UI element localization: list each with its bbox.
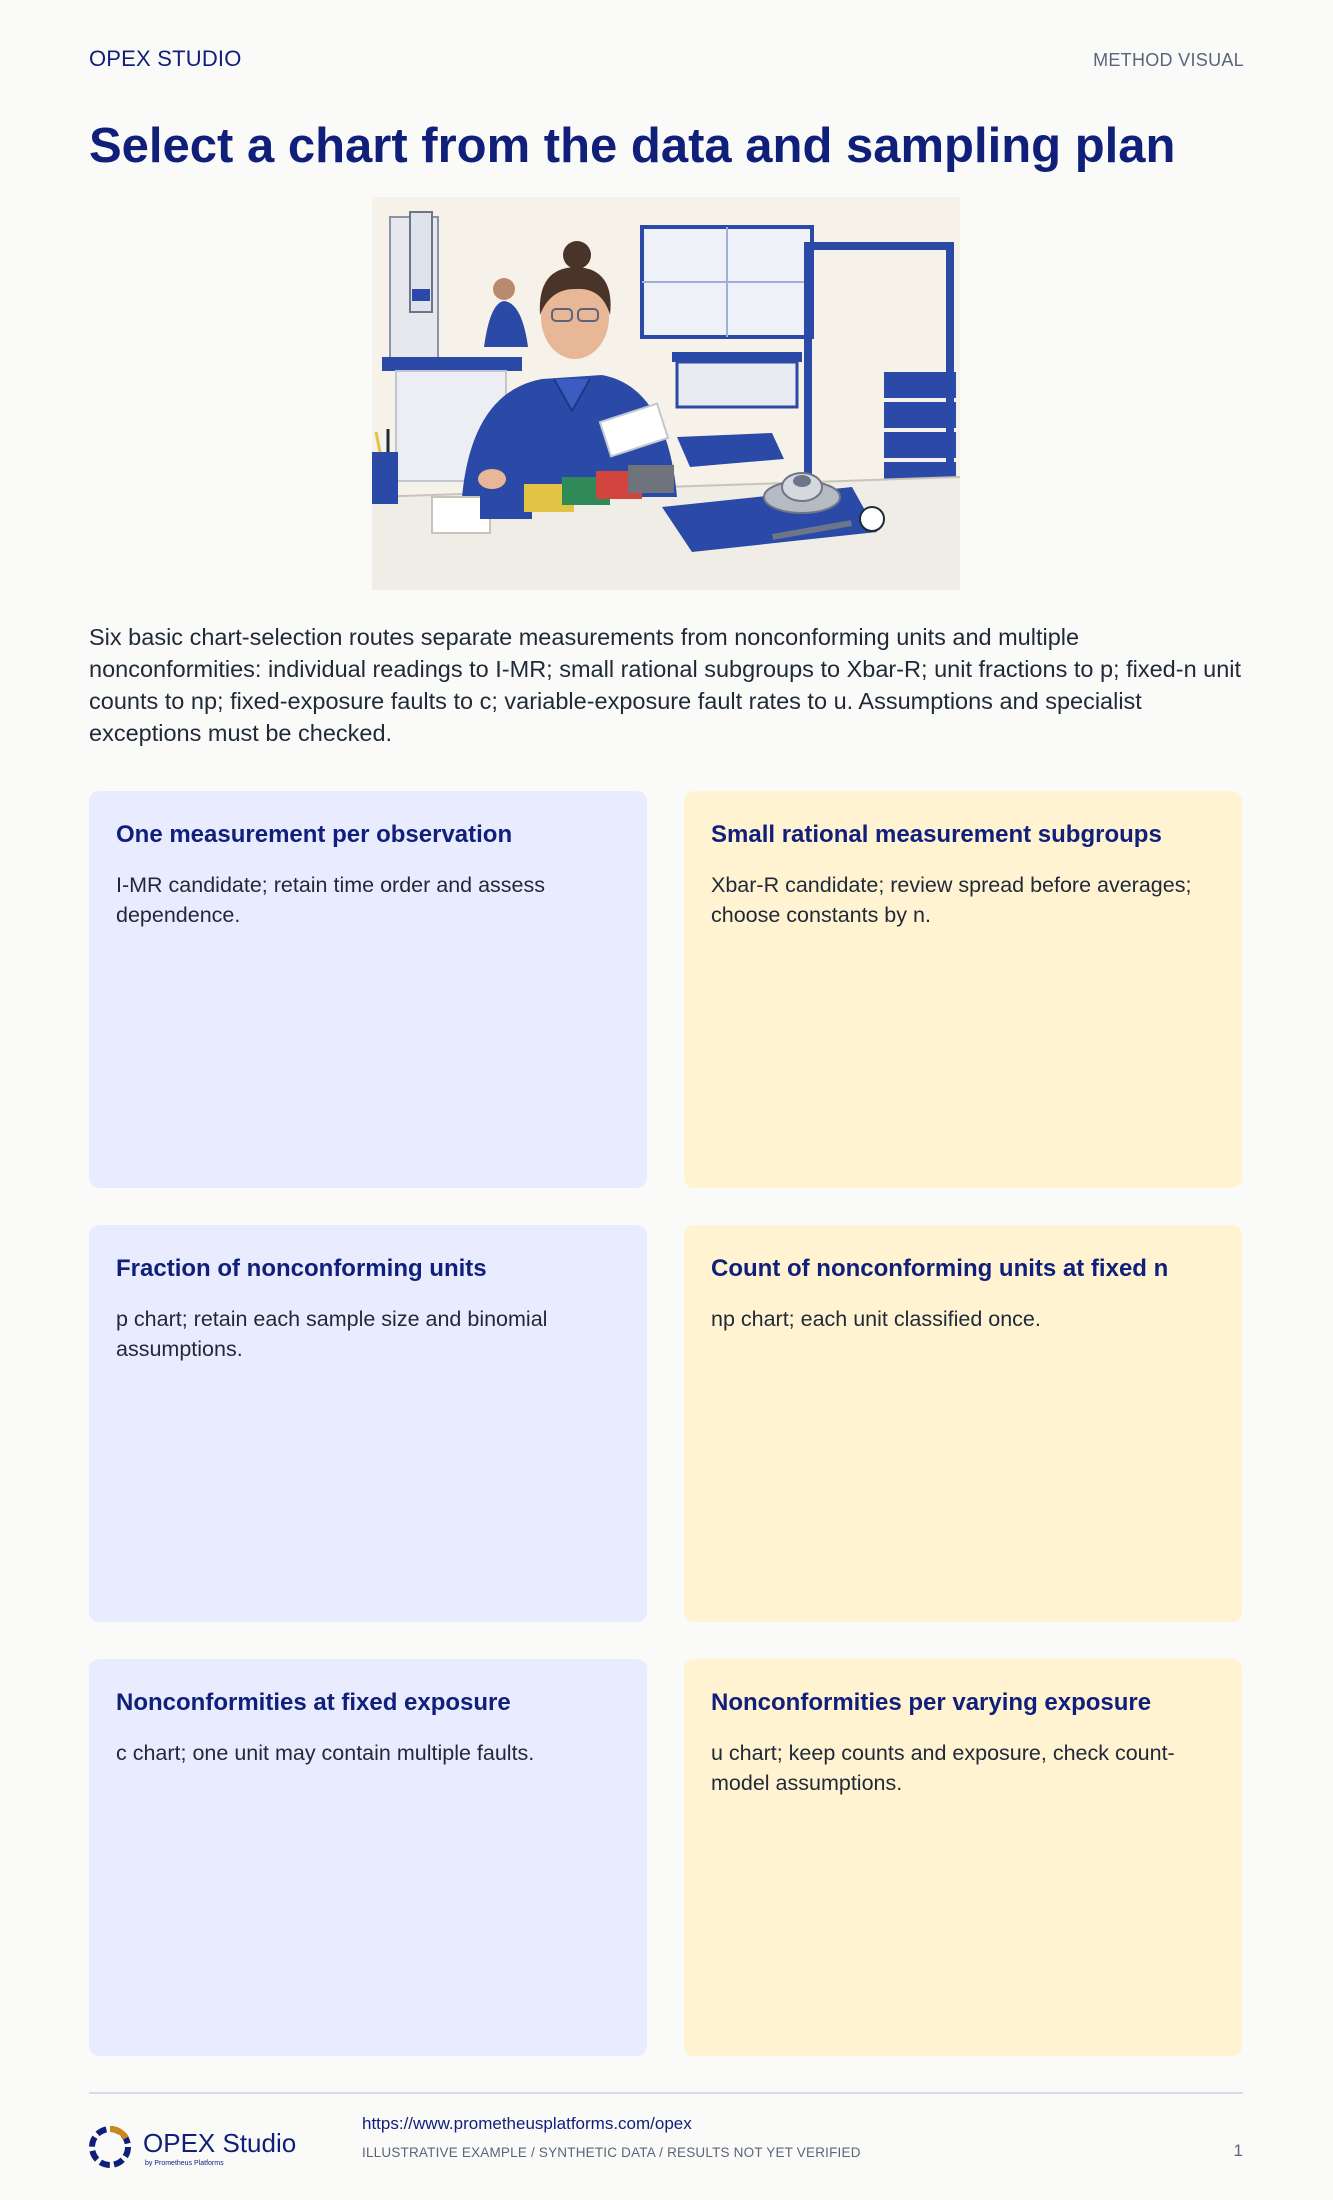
card-title: One measurement per observation bbox=[116, 821, 513, 848]
card-subgroups bbox=[684, 791, 1242, 1188]
card-count-nonconforming bbox=[684, 1225, 1242, 1622]
lab-technician-illustration bbox=[372, 197, 960, 590]
card-title: Small rational measurement subgroups bbox=[711, 821, 1162, 848]
card-varying-exposure bbox=[684, 1659, 1242, 2056]
hero-illustration bbox=[372, 197, 960, 590]
card-title: Nonconformities per varying exposure bbox=[711, 1689, 1152, 1716]
card-body: u chart; keep counts and exposure, check count-model assumptions. bbox=[711, 1741, 1175, 1796]
card-individual-measurements bbox=[89, 791, 647, 1188]
footer-disclaimer: ILLUSTRATIVE EXAMPLE / SYNTHETIC DATA / RESULTS NOT YET VERIFIED bbox=[362, 2145, 861, 2160]
page-title: Select a chart from the data and sampling plan bbox=[89, 119, 1176, 173]
header-method-label: METHOD VISUAL bbox=[1093, 50, 1244, 70]
page-number: 1 bbox=[1233, 2141, 1243, 2160]
card-body: np chart; each unit classified once. bbox=[711, 1307, 1041, 1332]
header-brand: OPEX STUDIO bbox=[89, 46, 242, 71]
card-title: Nonconformities at fixed exposure bbox=[116, 1689, 511, 1716]
footer-divider bbox=[89, 2092, 1243, 2094]
card-fraction-nonconforming bbox=[89, 1225, 647, 1622]
card-title: Count of nonconforming units at fixed n bbox=[711, 1255, 1169, 1282]
card-body: Xbar-R candidate; review spread before averages; choose constants by n. bbox=[711, 873, 1192, 928]
card-body: c chart; one unit may contain multiple faults. bbox=[116, 1741, 535, 1766]
footer-logo-sub: by Prometheus Platforms bbox=[145, 2160, 224, 2167]
footer-logo-name: OPEX Studio bbox=[143, 2128, 297, 2158]
card-title: Fraction of nonconforming units bbox=[116, 1255, 487, 1282]
card-fixed-exposure bbox=[89, 1659, 647, 2056]
card-body: I-MR candidate; retain time order and assess dependence. bbox=[116, 873, 546, 928]
intro-paragraph: Six basic chart-selection routes separate measurements from nonconforming units and multiple nonconformities: individual readings to I-MR; small rational subgroups to Xbar-R; unit fractions to p; fixed-n unit counts to np; fixed-exposure faults to c; variable-exposure fault rates to u. Assumptions and specialist exceptions must be checked. bbox=[89, 624, 1242, 746]
card-body: p chart; retain each sample size and binomial assumptions. bbox=[116, 1307, 548, 1362]
opex-logo-icon bbox=[87, 2124, 133, 2170]
footer-url-link[interactable]: https://www.prometheusplatforms.com/opex bbox=[362, 2114, 692, 2133]
